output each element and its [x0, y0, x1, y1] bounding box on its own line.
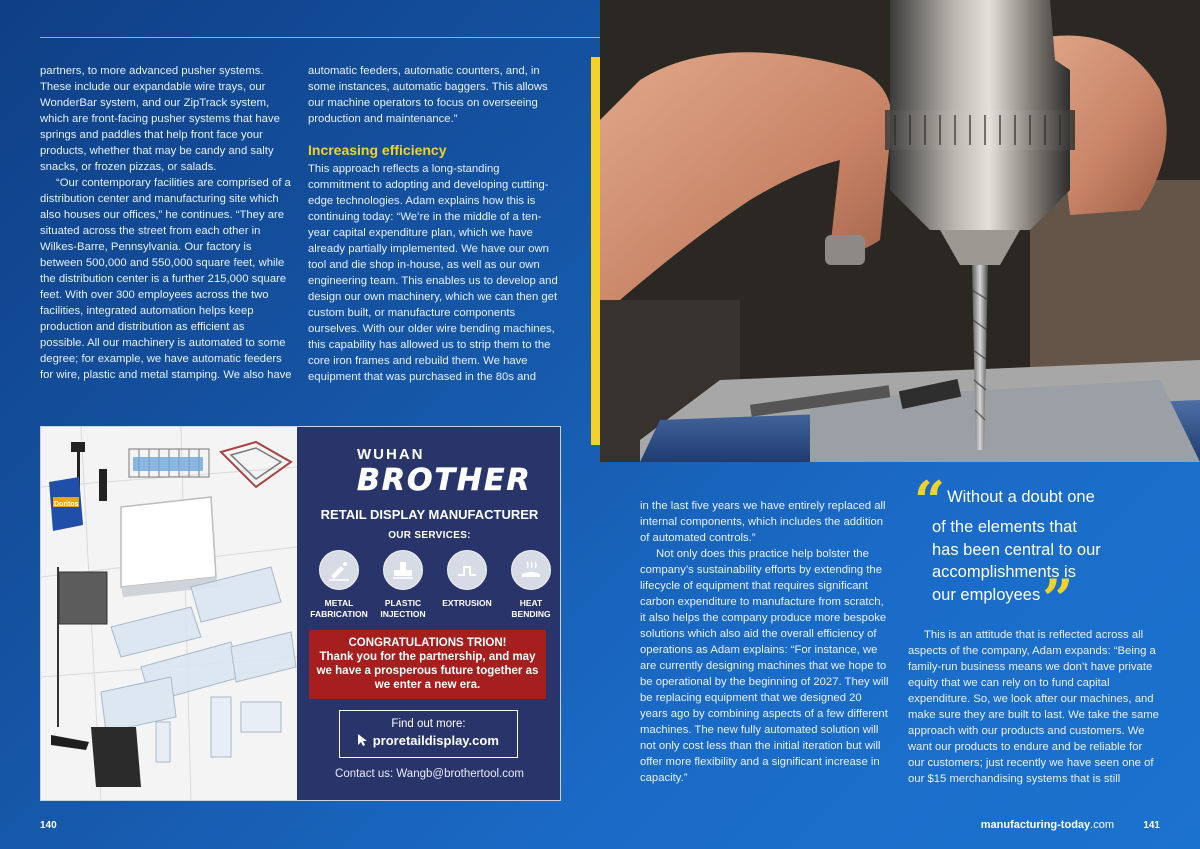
- ad-services-title: OUR SERVICES:: [388, 530, 471, 541]
- congrats-message: Thank you for the partnership, and may we have a prosperous future together as we enter a new era.: [316, 651, 539, 691]
- service-plastic-injection: [373, 550, 433, 620]
- publication-website: [981, 819, 1114, 831]
- section-subhead: Increasing efficiency: [308, 142, 447, 158]
- article-column-3: [640, 498, 892, 786]
- column2-paragraph-2: This approach reflects a long-standing commitment to adopting and developing cutting-edge technologies. Adam explains how this is continuing today: “We’re in the middle of a ten-year capital expenditure plan, which we have already partially implemented. We have our own tool and die shop in-house, as well as our own engineering team. This enables us to develop and design our own machinery, which we can then get custom built, or manufacture components ourselves. With our older wire bending machines, this capability has allowed us to strip them to the core iron frames and rebuild them. We have equipment that was purchased in the 80s and: [308, 163, 558, 383]
- service-label: PLASTIC INJECTION: [380, 598, 426, 619]
- heat-bending-icon: [511, 550, 551, 590]
- quote-line-4: accomplishments is: [932, 563, 1076, 582]
- site-name: manufacturing-today: [980, 819, 1091, 831]
- article-column-1: [40, 63, 292, 383]
- service-label: HEAT BENDING: [511, 598, 551, 619]
- congrats-title: CONGRATULATIONS TRION!: [348, 637, 507, 649]
- chip-bag-label: Doritos: [54, 501, 79, 508]
- column1-paragraph-2: “Our contemporary facilities are comprised of a distribution center and manufacturing site which also houses our offices,” he continues. “They are situated across the street from each other in Wilkes-Barre, Pennsylvania. Our factory is between 500,000 and 550,000 square feet, while the distribution center is a further 215,000 square feet. With over 300 employees across the two facilities, integrated automation helps keep production and distribution as efficient as possible. All our machinery is automated to some degree; for example, we have automatic feeders for wire, plastic and metal stamping. We also have: [40, 177, 292, 381]
- contact-email: Contact us: Wangb@brothertool.com: [335, 768, 524, 780]
- column3-paragraph-1: in the last five years we have entirely replaced all internal components, which includes the addition of automated controls.”: [640, 500, 886, 544]
- ad-company-logo: BROTHER: [357, 463, 532, 498]
- website-link[interactable]: [340, 733, 517, 748]
- service-label: EXTRUSION: [442, 598, 492, 608]
- website-url: proretaildisplay.com: [372, 733, 499, 748]
- find-out-more-box[interactable]: [339, 710, 518, 758]
- service-extrusion: [437, 550, 497, 609]
- retail-display-products-illustration: [41, 427, 297, 801]
- drill-press-photo: [600, 0, 1200, 462]
- cursor-arrow-icon: [358, 734, 369, 747]
- ad-company-prefix: WUHAN: [357, 446, 425, 463]
- drill-press-illustration: [600, 0, 1200, 462]
- quote-text-1: Without a doubt one: [947, 488, 1095, 506]
- column1-paragraph-1: partners, to more advanced pusher systems. These include our expandable wire trays, our WonderBar system, and our ZipTrack system, which are front-facing pusher systems that have springs and paddles that help front face your products, whether that may be candy and salty snacks, or frozen pizzas, or salads.: [40, 65, 280, 173]
- service-metal-fabrication: [309, 550, 369, 620]
- close-quote-icon: ”: [1042, 566, 1074, 631]
- quote-line-3: has been central to our: [932, 540, 1101, 559]
- plastic-injection-icon: [383, 550, 423, 590]
- advertisement: [40, 426, 561, 801]
- find-out-more-label: Find out more:: [391, 718, 466, 730]
- ad-info-panel: [297, 427, 561, 801]
- extrusion-icon: [447, 550, 487, 590]
- column2-paragraph-1: automatic feeders, automatic counters, and, in some instances, automatic baggers. This allows our machine operators to focus on overseeing production and maintenance.”: [308, 65, 548, 125]
- column4-paragraph-1: This is an attitude that is reflected across all aspects of the company, Adam expands: “Being a family-run business means we don’t have private equity that we can rely on to fund capital expenditure. So, we look after our machines, and make sure they are built to last. We take the same approach with our products and customers. We want our products to endure and be reliable for our customers; just recently we have seen one of our $15 merchandising systems that is still: [908, 629, 1159, 785]
- service-heat-bending: [501, 550, 561, 620]
- ad-tagline: RETAIL DISPLAY MANUFACTURER: [320, 507, 539, 522]
- pull-quote: [914, 469, 1164, 631]
- article-column-4: [908, 627, 1160, 787]
- column3-paragraph-2: Not only does this practice help bolster the company’s sustainability efforts by extending the lifecycle of equipment that requires significant carbon expenditure to manufacture from scratch, it also helps the company produce more bespoke solutions which also aid the overall efficiency of operations as Adam explains: “For instance, we are currently designing machines that we hope to be operational by the beginning of 2027. They will be replacing equipment that we designed 20 years ago by combining aspects of a few different machines. The new fully automated solution will not only cost less than the initial iteration but will offer more flexibility and a significant increase in capacity.”: [640, 548, 889, 784]
- metal-fabrication-icon: [319, 550, 359, 590]
- quote-line-2: of the elements that: [932, 518, 1077, 536]
- page-number-right: 141: [1143, 820, 1160, 831]
- congratulations-banner: [309, 630, 546, 699]
- quote-text-5: our employees: [932, 585, 1041, 604]
- ad-product-showcase: [41, 427, 297, 801]
- page-number-left: 140: [40, 820, 57, 831]
- open-quote-icon: “: [914, 469, 946, 533]
- service-label: METAL FABRICATION: [310, 598, 368, 619]
- site-tld: .com: [1090, 819, 1114, 831]
- article-column-2: [308, 63, 560, 385]
